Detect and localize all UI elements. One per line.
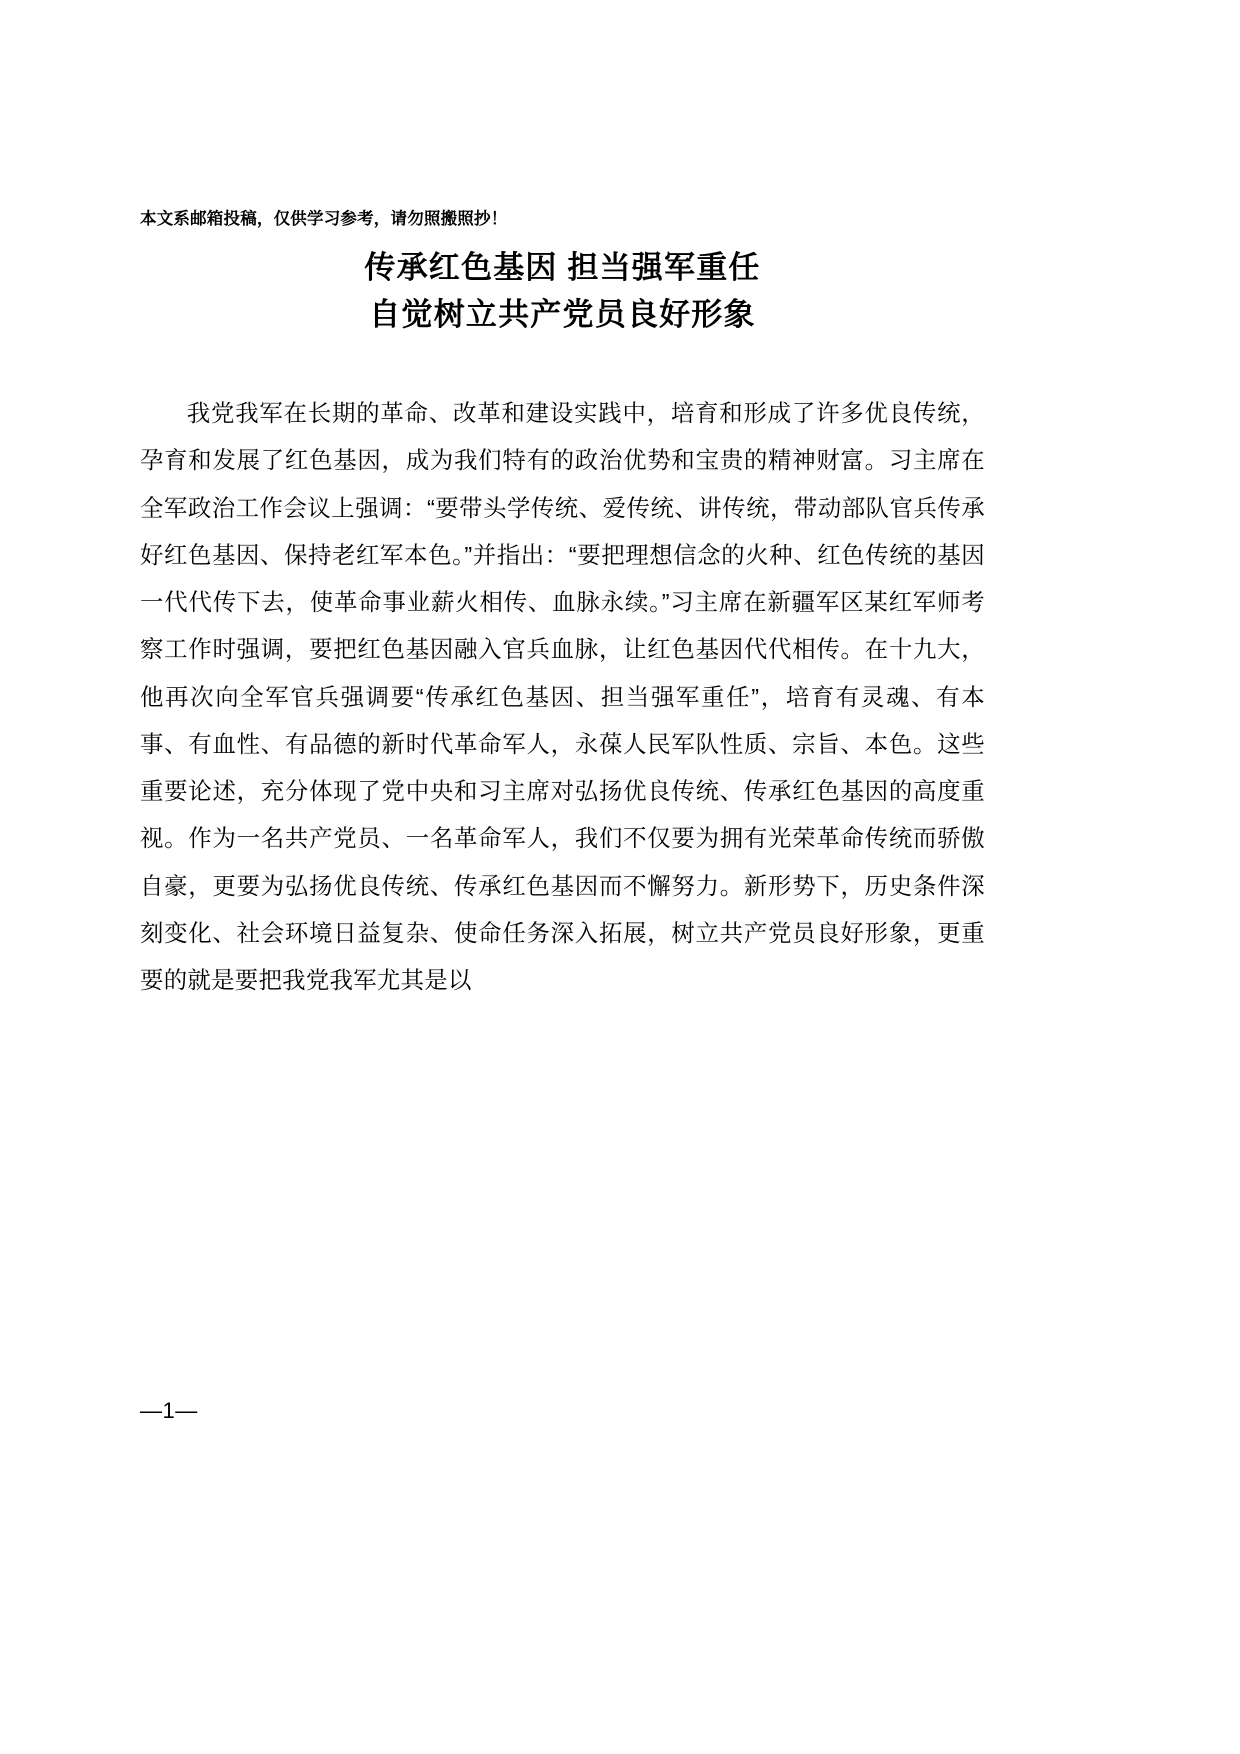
body-paragraph: 我党我军在长期的革命、改革和建设实践中，培育和形成了许多优良传统，孕育和发展了红色基因，成为我们特有的政治优势和宝贵的精神财富。习主席在全军政治工作会议上强调：“要带头学传统、爱传统、讲传统，带动部队官兵传承好红色基因、保持老红军本色。”并指出：“要把理想信念的火种、红色传统的基因一代代传下去，使革命事业薪火相传、血脉永续。”习主席在新疆军区某红军师考察工作时强调，要把红色基因融入官兵血脉，让红色基因代代相传。在十九大，他再次向全军官兵强调要“传承红色基因、担当强军重任”，培育有灵魂、有本事、有血性、有品德的新时代革命军人，永葆人民军队性质、宗旨、本色。这些重要论述，充分体现了党中央和习主席对弘扬优良传统、传承红色基因的高度重视。作为一名共产党员、一名革命军人，我们不仅要为拥有光荣革命传统而骄傲自豪，更要为弘扬优良传统、传承红色基因而不懈努力。新形势下，历史条件深刻变化、社会环境日益复杂、使命任务深入拓展，树立共产党员良好形象，更重要的就是要把我党我军尤其是以: [140, 400, 985, 994]
page-number-footer: —1—: [140, 1398, 198, 1423]
document-content: [140, 0, 985, 1004]
page-title: [140, 244, 985, 338]
page-title-line-1: 传承红色基因 担当强军重任: [364, 249, 761, 285]
page-title-line-2: 自觉树立共产党员良好形象: [369, 296, 756, 332]
submission-notice: 本文系邮箱投稿，仅供学习参考，请勿照搬照抄！: [140, 210, 508, 228]
document-body: [140, 390, 985, 1004]
